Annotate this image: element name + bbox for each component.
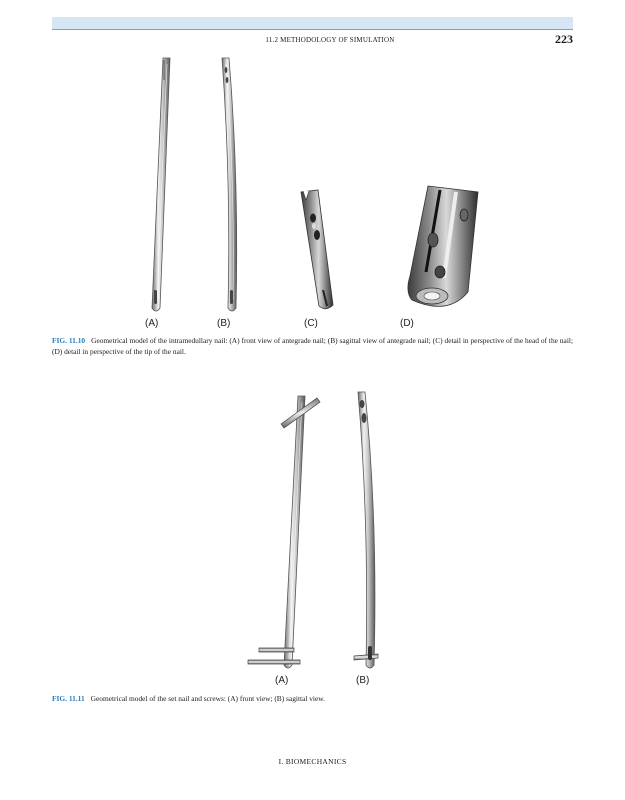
fig10-panel-label-c: (C) xyxy=(304,318,318,329)
fig11-panel-label-a: (A) xyxy=(275,675,289,686)
fig11-nail-screws-sagittal-view xyxy=(354,392,378,668)
fig11-nail-screws-front-view xyxy=(248,396,320,668)
fig10-panel-label-b: (B) xyxy=(217,318,231,329)
fig10-nail-tip-detail xyxy=(408,186,478,306)
fig10-caption-label: FIG. 11.10 xyxy=(52,336,86,345)
fig11-caption-text: Geometrical model of the set nail and screws: (A) front view; (B) sagittal view. xyxy=(90,694,325,703)
fig10-nail-sagittal-view xyxy=(222,58,237,311)
fig10-panel-label-d: (D) xyxy=(400,318,414,329)
fig10-panel-label-a: (A) xyxy=(145,318,159,329)
fig10-caption-text: Geometrical model of the intramedullary nail: (A) front view of antegrade nail; (B) sagittal view of antegrade nail; (C) detail in perspective of the head of the nail; (D) detail in perspective of the tip of the nail. xyxy=(52,336,573,356)
fig11-caption-label: FIG. 11.11 xyxy=(52,694,85,703)
fig11-panel-label-b: (B) xyxy=(356,675,370,686)
fig10-nail-head-detail xyxy=(301,190,333,309)
fig10-nail-front-view xyxy=(152,58,170,311)
running-head: 11.2 METHODOLOGY OF SIMULATION xyxy=(265,36,395,44)
fig10-caption xyxy=(52,336,573,357)
footer-part-label: I. BIOMECHANICS xyxy=(278,757,347,766)
page-number: 223 xyxy=(555,32,573,46)
fig11-caption xyxy=(52,694,573,705)
